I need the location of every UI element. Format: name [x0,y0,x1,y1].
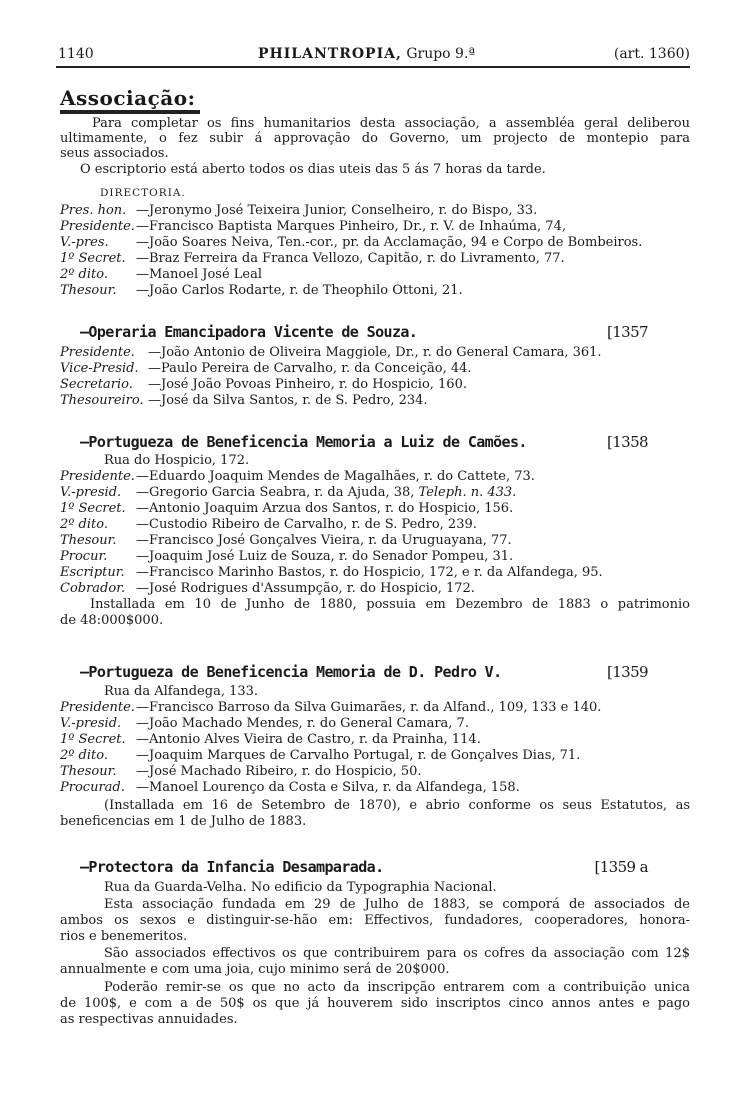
officer-role: Thesoureiro. [60,393,144,408]
officer-role: Procurad. [60,780,125,795]
officer-row [60,485,690,500]
officer-text: —José João Povoas Pinheiro, r. do Hospicio, 160. [148,377,467,392]
entry-number: [1358 [606,433,648,451]
article-reference: (art. 1360) [613,46,690,62]
officer-role: Pres. hon. [60,203,127,218]
section-rule [60,110,200,114]
officer-role: V.-presid. [60,716,122,731]
note-line: Installada em 10 de Junho de 1880, possuia em Dezembro de 1883 o patrimonio [90,597,690,612]
paragraph-line: de 100$, e com a de 50$ os que já houverem sido inscriptos cinco annos antes e pago [60,996,690,1011]
officer-text: —Joaquim Marques de Carvalho Portugal, r. de Gonçalves Dias, 71. [136,748,581,763]
officer-role: 1º Secret. [60,251,126,266]
officer-text: —Antonio Alves Vieira de Castro, r. da Prainha, 114. [136,732,481,747]
entry-address: Rua do Hospicio, 172. [104,453,250,468]
officer-text: —Manoel Lourenço da Costa e Silva, r. da Alfandega, 158. [136,780,520,795]
note-line: (Installada em 16 de Setembro de 1870), e abrio conforme os seus Estatutos, as [104,798,690,813]
telephone: Teleph. n. 433. [418,485,517,500]
officer-role: 2º dito. [60,748,108,763]
officer-role: 2º dito. [60,517,108,532]
running-title-text: PHILANTROPIA, [258,46,402,62]
officer-text: —Francisco José Gonçalves Vieira, r. da Uruguayana, 77. [136,533,512,548]
officer-role: Presidente. [60,700,135,715]
note-line: beneficencias em 1 de Julho de 1883. [60,814,307,829]
entry-address: Rua da Alfandega, 133. [104,684,259,699]
officer-role: Cobrador. [60,581,126,596]
officer-row [60,780,690,795]
officer-row [60,748,690,763]
page-number: 1140 [58,46,94,62]
officer-row [60,267,690,282]
officer-role: Secretario. [60,377,133,392]
officer-row [60,469,690,484]
officer-text: —Francisco Barroso da Silva Guimarães, r. da Alfand., 109, 133 e 140. [136,700,602,715]
officer-row [60,581,690,596]
officer-row [60,235,690,250]
officer-row [60,251,690,266]
officer-row [60,517,690,532]
header-rule [56,66,690,68]
officer-row [60,377,690,392]
entry-title: —Operaria Emancipadora Vicente de Souza. [80,323,418,341]
officer-row [60,700,690,715]
officer-role: Presidente. [60,219,135,234]
officer-text: —Paulo Pereira de Carvalho, r. da Conceição, 44. [148,361,472,376]
entry-heading [80,324,690,341]
intro-line: ultimamente, o fez subir á approvação do Governo, um projecto de montepio para [60,131,690,146]
board-label: DIRECTORIA. [100,187,186,199]
entry-heading [80,664,690,681]
officer-text: —José Machado Ribeiro, r. do Hospicio, 50. [136,764,422,779]
officer-text: —João Soares Neiva, Ten.-cor., pr. da Acclamação, 94 e Corpo de Bombeiros. [136,235,643,250]
entry-title: —Portugueza de Beneficencia Memoria de D. Pedro V. [80,663,502,681]
officer-role: Procur. [60,549,108,564]
officer-row [60,732,690,747]
paragraph-line: annualmente e com uma joia, cujo minimo será de 20$000. [60,962,450,977]
officer-text: —João Antonio de Oliveira Maggiole, Dr., r. do General Camara, 361. [148,345,602,360]
officer-role: Thesour. [60,764,117,779]
officer-role: Thesour. [60,283,117,298]
officer-text: —Gregorio Garcia Seabra, r. da Ajuda, 38, [136,485,415,500]
officer-row [60,219,690,234]
entry-number: [1359 a [594,858,648,876]
group-label: Grupo 9.ª [406,46,476,62]
officer-role: Presidente. [60,469,135,484]
officer-text: —Braz Ferreira da Franca Vellozo, Capitão, r. do Livramento, 77. [136,251,565,266]
entry-address: Rua da Guarda-Velha. No edificio da Typographia Nacional. [104,880,497,895]
officer-text: —Joaquim José Luiz de Souza, r. do Senador Pompeu, 31. [136,549,514,564]
officer-text: —Manoel José Leal [136,267,263,282]
entry-number: [1359 [606,663,648,681]
entry-heading [80,434,690,451]
officer-text: —Custodio Ribeiro de Carvalho, r. de S. Pedro, 239. [136,517,477,532]
officer-row [60,764,690,779]
entry-heading [80,859,690,876]
officer-text: —João Carlos Rodarte, r. de Theophilo Ottoni, 21. [136,283,463,298]
officer-text: —José da Silva Santos, r. de S. Pedro, 234. [148,393,428,408]
officer-role: Vice-Presid. [60,361,139,376]
officer-text: —José Rodrigues d'Assumpção, r. do Hospicio, 172. [136,581,475,596]
paragraph-line: rios e benemeritos. [60,929,188,944]
section-title: Associação: [60,86,196,110]
paragraph-line: Esta associação fundada em 29 de Julho de 1883, se comporá de associados de [104,897,690,912]
officer-text: —Jeronymo José Teixeira Junior, Conselheiro, r. do Bispo, 33. [136,203,538,218]
officer-role: 1º Secret. [60,732,126,747]
entry-title: —Protectora da Infancia Desamparada. [80,858,384,876]
entry-title: —Portugueza de Beneficencia Memoria a Luiz de Camões. [80,433,527,451]
officer-role: 2º dito. [60,267,108,282]
officer-row [60,716,690,731]
officer-text: —Antonio Joaquim Arzua dos Santos, r. do Hospicio, 156. [136,501,514,516]
running-title [258,46,475,62]
intro-line: Para completar os fins humanitarios desta associação, a assembléa geral deliberou [92,116,690,131]
officer-role: Escriptur. [60,565,125,580]
officer-role: Presidente. [60,345,135,360]
officer-row [60,393,690,408]
paragraph-line: São associados effectivos os que contribuirem para os cofres da associação com 12$ [104,946,690,961]
entry-number: [1357 [606,323,648,341]
officer-row [60,345,690,360]
office-hours: O escriptorio está aberto todos os dias uteis das 5 ás 7 horas da tarde. [80,162,546,177]
officer-role: V.-pres. [60,235,109,250]
officer-row [60,203,690,218]
officer-role: Thesour. [60,533,117,548]
officer-row [60,533,690,548]
officer-row [60,565,690,580]
intro-line: seus associados. [60,146,169,161]
officer-text: —Francisco Marinho Bastos, r. do Hospicio, 172, e r. da Alfandega, 95. [136,565,603,580]
officer-role: V.-presid. [60,485,122,500]
officer-row [60,361,690,376]
officer-text: —Eduardo Joaquim Mendes de Magalhães, r. do Cattete, 73. [136,469,535,484]
paragraph-line: as respectivas annuidades. [60,1012,238,1027]
page-header [58,42,690,64]
officer-row [60,549,690,564]
officer-text: —João Machado Mendes, r. do General Camara, 7. [136,716,469,731]
paragraph-line: ambos os sexos e distinguir-se-hão em: Effectivos, fundadores, cooperadores, honora- [60,913,690,928]
officer-row [60,283,690,298]
officer-text: —Francisco Baptista Marques Pinheiro, Dr., r. V. de Inhaúma, 74, [136,219,566,234]
officer-role: 1º Secret. [60,501,126,516]
officer-row [60,501,690,516]
paragraph-line: Poderão remir-se os que no acto da inscripção entrarem com a contribuição unica [104,980,690,995]
note-line: de 48:000$000. [60,613,164,628]
